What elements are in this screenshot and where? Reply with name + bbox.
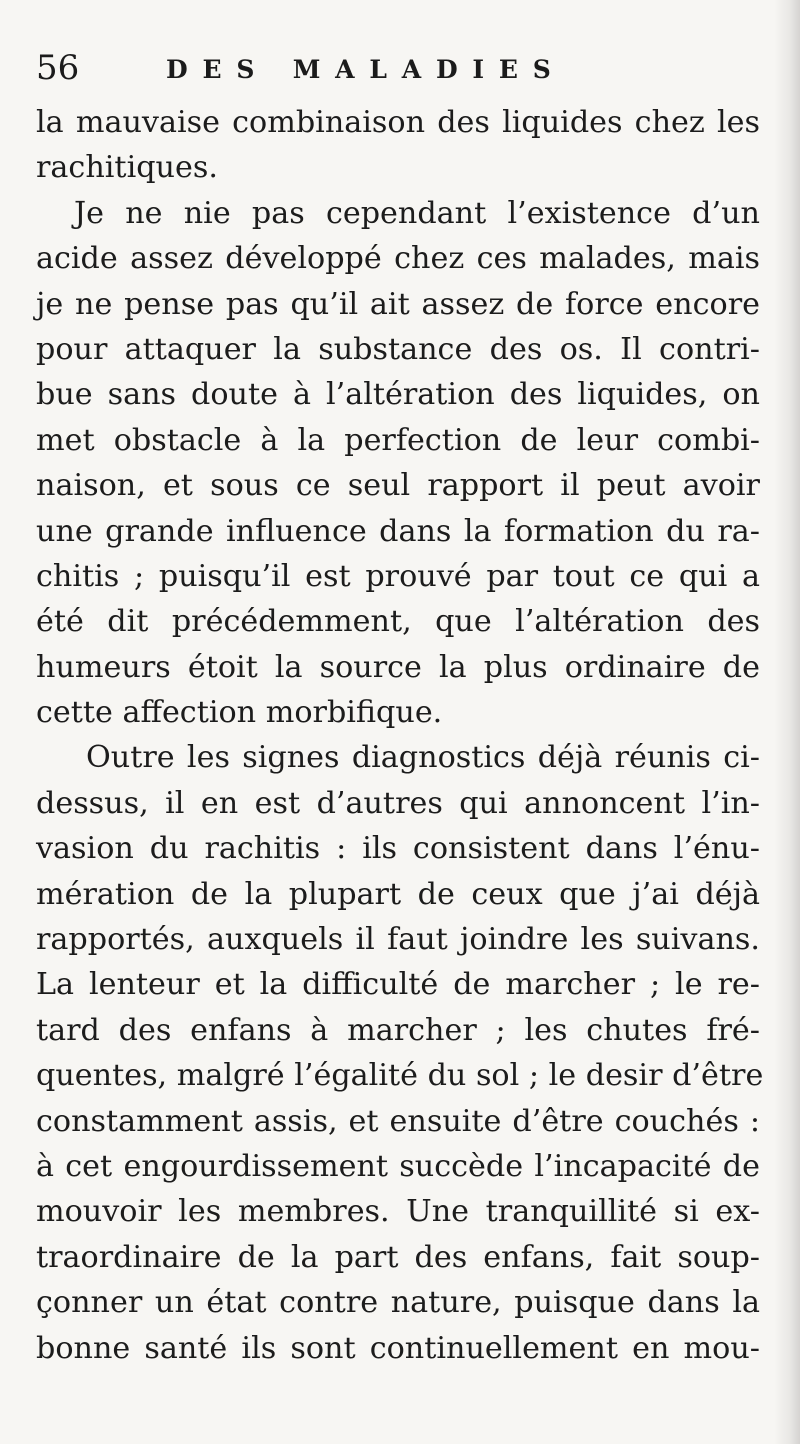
text-line: été dit précédemment, que l’altération des bbox=[36, 604, 760, 640]
text-line: traordinaire de la part des enfans, fait soup- bbox=[36, 1239, 760, 1275]
text-line: pour attaquer la substance des os. Il contri- bbox=[36, 331, 760, 367]
text-line: mouvoir les membres. Une tranquillité si ex- bbox=[36, 1194, 760, 1230]
body-text bbox=[36, 100, 764, 1371]
text-line: La lenteur et la difficulté de marcher ; le re- bbox=[36, 967, 760, 1003]
text-line: tard des enfans à marcher ; les chutes fré- bbox=[36, 1012, 760, 1048]
text-line: met obstacle à la perfection de leur combi- bbox=[36, 422, 760, 458]
text-line: mération de la plupart de ceux que j’ai déjà bbox=[36, 876, 760, 912]
text-line: acide assez développé chez ces malades, mais bbox=[36, 241, 760, 277]
text-line: une grande influence dans la formation du ra- bbox=[36, 513, 760, 549]
text-line: rapportés, auxquels il faut joindre les suivans. bbox=[36, 922, 760, 958]
page-number: 56 bbox=[36, 48, 80, 88]
text-line: chitis ; puisqu’il est prouvé par tout ce qui a bbox=[36, 558, 760, 594]
text-line: bue sans doute à l’altération des liquides, on bbox=[36, 377, 760, 413]
text-line: constamment assis, et ensuite d’être couchés : bbox=[36, 1103, 760, 1139]
text-line: humeurs étoit la source la plus ordinaire de bbox=[36, 649, 760, 685]
running-head: DES MALADIES bbox=[166, 55, 566, 84]
text-line: vasion du rachitis : ils consistent dans l’énu- bbox=[36, 831, 760, 867]
text-line: çonner un état contre nature, puisque dans la bbox=[36, 1285, 760, 1321]
text-line: quentes, malgré l’égalité du sol ; le desir d’être bbox=[36, 1058, 764, 1094]
page-edge-shadow bbox=[774, 0, 800, 1444]
paragraph-first-line: Outre les signes diagnostics déjà réunis ci- bbox=[86, 740, 760, 776]
text-line: à cet engourdissement succède l’incapacité de bbox=[36, 1148, 760, 1184]
page-header bbox=[36, 40, 776, 96]
text-line: cette affection morbifique. bbox=[36, 695, 443, 731]
text-line: naison, et sous ce seul rapport il peut avoir bbox=[36, 468, 760, 504]
text-line: bonne santé ils sont continuellement en mou- bbox=[36, 1330, 760, 1366]
text-line: rachitiques. bbox=[36, 150, 218, 186]
paragraph-first-line: Je ne nie pas cependant l’existence d’un bbox=[74, 195, 760, 231]
text-line: dessus, il en est d’autres qui annoncent l’in- bbox=[36, 785, 760, 821]
text-line: la mauvaise combinaison des liquides chez les bbox=[36, 105, 760, 140]
text-line: je ne pense pas qu’il ait assez de force encore bbox=[36, 286, 760, 322]
